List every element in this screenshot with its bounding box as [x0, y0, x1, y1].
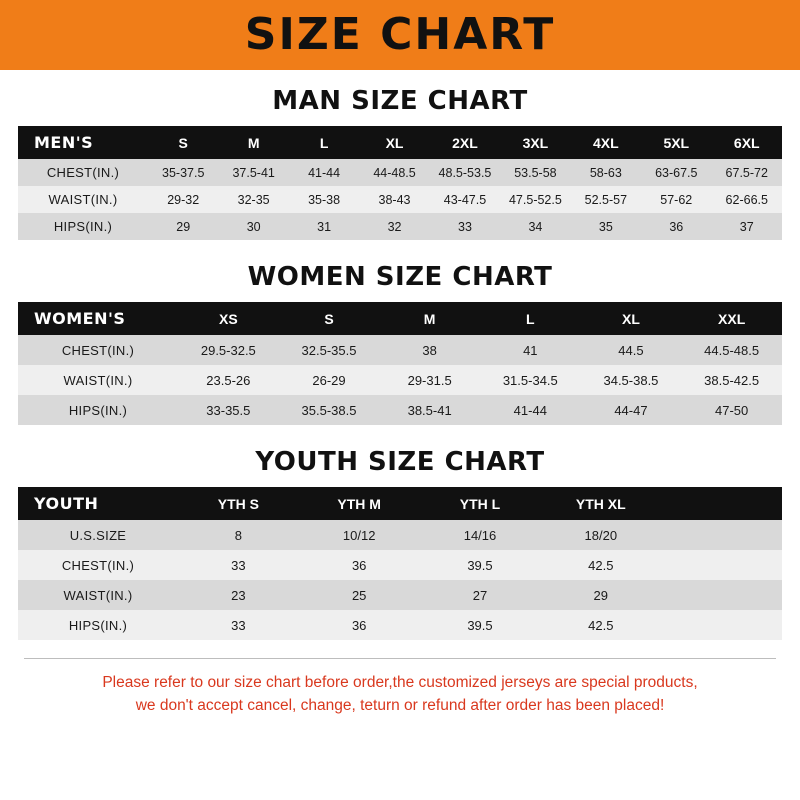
table-header-row — [18, 126, 782, 159]
men-row-label-chest: CHEST(IN.) — [46, 165, 120, 180]
order-policy-note — [24, 658, 776, 718]
table-cell: 34 — [528, 219, 543, 234]
women-row-label-chest: CHEST(IN.) — [61, 342, 135, 358]
youth-table-body — [18, 520, 782, 640]
men-header-2xl: 2XL — [452, 134, 478, 151]
section-title-men: MAN SIZE CHART — [272, 86, 528, 116]
women-header-xxl: XXL — [718, 310, 746, 327]
women-header-l: L — [526, 310, 535, 327]
table-cell: 37 — [739, 219, 754, 234]
table-cell: 47.5-52.5 — [508, 192, 562, 207]
table-cell: 47-50 — [715, 402, 749, 418]
table-row — [18, 520, 782, 550]
men-header-xl: XL — [385, 134, 404, 151]
men-header-5xl: 5XL — [663, 134, 690, 151]
youth-size-table — [18, 487, 782, 640]
table-cell: 37.5-41 — [232, 165, 275, 180]
youth-row-label-waist: WAIST(IN.) — [63, 587, 133, 603]
table-cell: 29.5-32.5 — [200, 342, 256, 358]
table-cell: 41 — [523, 342, 538, 358]
table-cell: 31.5-34.5 — [502, 372, 558, 388]
table-cell: 31 — [317, 219, 332, 234]
table-cell: 32 — [387, 219, 402, 234]
table-cell: 8 — [234, 527, 243, 543]
table-cell: 38 — [422, 342, 437, 358]
table-row — [18, 580, 782, 610]
men-header-s: S — [178, 134, 188, 151]
youth-row-label-ussize: U.S.SIZE — [69, 527, 127, 543]
table-cell: 52.5-57 — [584, 192, 628, 207]
section-title-youth: YOUTH SIZE CHART — [255, 447, 545, 477]
men-table-header — [18, 126, 782, 159]
table-cell: 67.5-72 — [725, 165, 768, 180]
section-title-women: WOMEN SIZE CHART — [247, 262, 553, 292]
table-cell: 44.5-48.5 — [704, 342, 760, 358]
youth-row-label-hips: HIPS(IN.) — [68, 617, 128, 633]
table-cell: 25 — [351, 587, 367, 603]
youth-header-empty — [661, 487, 782, 520]
men-header-4xl: 4XL — [593, 134, 619, 151]
table-cell: 57-62 — [660, 192, 693, 207]
women-header-xl: XL — [622, 310, 640, 327]
table-cell: 63-67.5 — [655, 165, 698, 180]
header-banner — [0, 0, 800, 70]
youth-header-s: YTH S — [217, 495, 260, 512]
youth-header-label: YOUTH — [34, 494, 99, 513]
table-header-row — [18, 487, 782, 520]
table-cell: 39.5 — [467, 617, 493, 633]
youth-header-m: YTH M — [337, 495, 381, 512]
table-cell: 18/20 — [584, 527, 618, 543]
note-line-2: we don't accept cancel, change, teturn or refund after order has been placed! — [135, 697, 665, 715]
men-header-6xl: 6XL — [733, 134, 760, 151]
table-cell: 35 — [598, 219, 613, 234]
table-cell: 43-47.5 — [443, 192, 487, 207]
table-cell: 27 — [472, 587, 488, 603]
table-cell: 10/12 — [342, 527, 376, 543]
table-row — [18, 159, 782, 186]
women-header-label: WOMEN'S — [34, 309, 126, 328]
women-table-header — [18, 302, 782, 335]
men-row-label-waist: WAIST(IN.) — [48, 192, 118, 207]
table-cell: 29-32 — [167, 192, 200, 207]
men-header-3xl: 3XL — [522, 134, 549, 151]
men-header-label: MEN'S — [34, 133, 94, 152]
table-header-row — [18, 302, 782, 335]
table-cell: 29 — [176, 219, 191, 234]
table-cell: 39.5 — [467, 557, 493, 573]
table-row — [18, 395, 782, 425]
table-cell: 53.5-58 — [514, 165, 557, 180]
table-cell: 41-44 — [308, 165, 341, 180]
table-row — [18, 365, 782, 395]
youth-header-xl: YTH XL — [575, 495, 626, 512]
table-cell — [661, 610, 782, 640]
table-row — [18, 610, 782, 640]
table-cell: 41-44 — [513, 402, 547, 418]
table-cell: 38.5-42.5 — [704, 372, 760, 388]
women-row-label-hips: HIPS(IN.) — [68, 402, 128, 418]
table-cell: 23.5-26 — [206, 372, 251, 388]
table-cell: 23 — [231, 587, 246, 603]
table-cell: 36 — [351, 617, 367, 633]
table-cell: 33 — [231, 557, 246, 573]
table-cell: 33 — [231, 617, 246, 633]
women-row-label-waist: WAIST(IN.) — [63, 372, 133, 388]
table-cell: 44-47 — [614, 402, 648, 418]
table-cell: 48.5-53.5 — [438, 165, 492, 180]
women-header-xs: XS — [218, 310, 238, 327]
table-cell: 42.5 — [588, 617, 614, 633]
women-size-table — [18, 302, 782, 425]
table-cell: 35-38 — [308, 192, 341, 207]
table-row — [18, 335, 782, 365]
table-cell: 33 — [458, 219, 472, 234]
youth-table-header — [18, 487, 782, 520]
table-cell: 62-66.5 — [725, 192, 768, 207]
table-row — [18, 186, 782, 213]
table-cell: 26-29 — [312, 372, 346, 388]
table-row — [18, 550, 782, 580]
page-title: SIZE CHART — [244, 9, 556, 60]
table-cell: 29 — [593, 587, 609, 603]
table-cell — [661, 580, 782, 610]
table-cell — [661, 520, 782, 550]
men-size-table — [18, 126, 782, 240]
table-cell: 36 — [351, 557, 367, 573]
men-header-l: L — [319, 134, 329, 151]
table-cell: 35-37.5 — [162, 165, 205, 180]
table-cell: 42.5 — [588, 557, 614, 573]
note-line-1: Please refer to our size chart before order,the customized jerseys are special products, — [102, 674, 698, 691]
table-cell: 58-63 — [589, 165, 622, 180]
table-row — [18, 213, 782, 240]
table-cell — [661, 550, 782, 580]
table-cell: 29-31.5 — [407, 372, 452, 388]
youth-header-l: YTH L — [459, 495, 501, 512]
table-cell: 30 — [246, 219, 261, 234]
table-cell: 44.5 — [618, 342, 644, 358]
table-cell: 38-43 — [378, 192, 411, 207]
women-header-m: M — [423, 310, 436, 327]
table-cell: 38.5-41 — [407, 402, 452, 418]
youth-row-label-chest: CHEST(IN.) — [61, 557, 135, 573]
table-cell: 35.5-38.5 — [301, 402, 357, 418]
table-cell: 32-35 — [237, 192, 270, 207]
table-cell: 33-35.5 — [206, 402, 251, 418]
table-cell: 14/16 — [463, 527, 497, 543]
women-table-body — [18, 335, 782, 425]
table-cell: 32.5-35.5 — [301, 342, 357, 358]
content-area — [0, 70, 800, 800]
table-cell: 34.5-38.5 — [603, 372, 659, 388]
men-table-body — [18, 159, 782, 240]
men-header-m: M — [247, 134, 260, 151]
table-cell: 36 — [669, 219, 684, 234]
women-header-s: S — [324, 310, 334, 327]
table-cell: 44-48.5 — [373, 165, 416, 180]
men-row-label-hips: HIPS(IN.) — [53, 219, 113, 234]
